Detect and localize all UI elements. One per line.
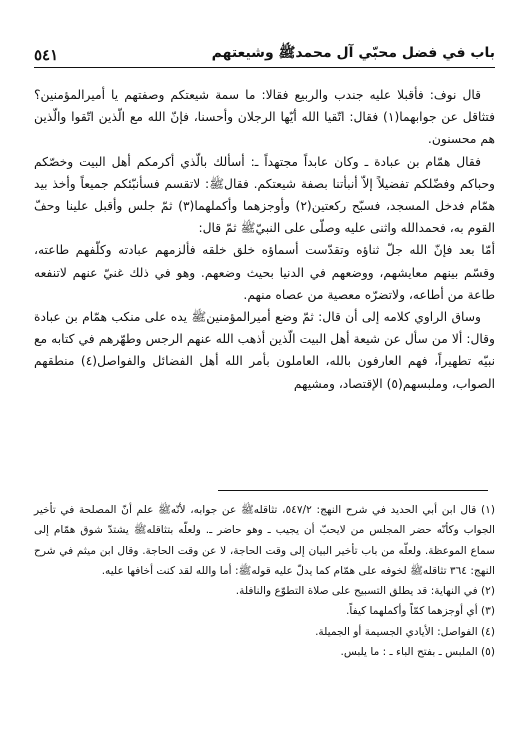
paragraph: فقال همّام بن عبادة ـ وكان عابداً مجتهداً ـ: أسألك بالّذي أكرمكم أهل البيت وخصّكم وحباكم وفضّلكم تفضيلاً إلاّ أنبأتنا بصفة شيعتكم. فقالﷺ: لاتقسم فسأنبّئكم جميعاً وأخذ بيد همّام فدخل المسجد، فسبّح ركعتين(٢) وأوجزهما وأكملهما(٣) ثمّ جلس وأقبل علينا وحفّ القوم به، فحمدالله واثنى عليه وصلّى على النبيّﷺ ثمّ قال:: [34, 154, 495, 236]
footnote-divider: [218, 490, 488, 491]
footnote: (١) قال ابن أبي الحديد في شرح النهج: ٥٤٧/٢، تثاقلهﷺ عن جوابه، لأنّهﷺ علم أنّ المصلحة في تأخير الجواب وكأنّه حضر المجلس من لايحبّ أن يجيب ـ وهو حاضر ـ. ولعلّه بتثاقلهﷺ يشتدّ شوق همّام إلى سماع الموعظة. ولعلّه من باب تأخير البيان إلى وقت الحاجة، لا عن وقت الحاجة. وقال ابن ميثم في شرح النهج: ٣٦٤ تثاقلهﷺ لخوفه على همّام كما يدلّ عليه قولهﷺ: أما والله لقد كنت أخافها عليه.: [34, 504, 495, 577]
footnote: (٣) أي أوجزهما كمّاً وأكملهما كيفاً.: [345, 605, 495, 618]
running-header: [34, 44, 495, 64]
footnote: (٤) الفواصل: الأيادي الجسيمة أو الجميلة.: [315, 625, 495, 638]
footnote: (٥) الملبس ـ بفتح الباء ـ : ما يلبس.: [340, 646, 495, 659]
paragraph: قال نوف: فأقبلا عليه جندب والربيع فقالا: ما سمة شيعتكم وصفتهم يا أميرالمؤمنين؟ فتثاقل عن جوابهما(١) فقال: اتّقيا الله أيّها الرجلان وأحسنا، فإنّ الله مع الّذين اتّقوا والّذين هم محسنون.: [34, 88, 495, 147]
page-number: ٥٤١: [34, 46, 59, 64]
main-text: [34, 84, 495, 395]
footnote: (٢) في النهاية: قد يطلق التسبيح على صلاة التطوّع والنافلة.: [235, 585, 495, 598]
header-title: باب في فضل محبّي آل محمدﷺ وشيعتهم: [211, 45, 495, 61]
footnotes: [34, 500, 495, 662]
header-rule: [34, 67, 495, 68]
paragraph: أمّا بعد فإنّ الله جلّ ثناؤه وتقدّست أسماؤه خلق خلقه فألزمهم عبادته وكلّفهم طاعته، وقسّم بينهم معايشهم، ووضعهم في الدنيا بحيث وضعهم. وهو في ذلك غنيّ عنهم لاتنفعه طاعة من أطاعه، ولاتضرّه معصية من عصاه منهم.: [34, 243, 495, 302]
paragraph: وساق الراوي كلامه إلى أن قال: ثمّ وضع أميرالمؤمنينﷺ يده على منكب همّام بن عبادة وقال: ألا من سأل عن شيعة أهل البيت الّذين أذهب الله عنهم الرجس وطهّرهم في كتابه مع نبيّه تطهيراً، فهم العارفون بالله، العاملون بأمر الله أهل الفضائل والفواصل(٤) منطقهم الصواب، وملبسهم(٥) الإقتصاد، ومشيهم: [34, 310, 495, 391]
